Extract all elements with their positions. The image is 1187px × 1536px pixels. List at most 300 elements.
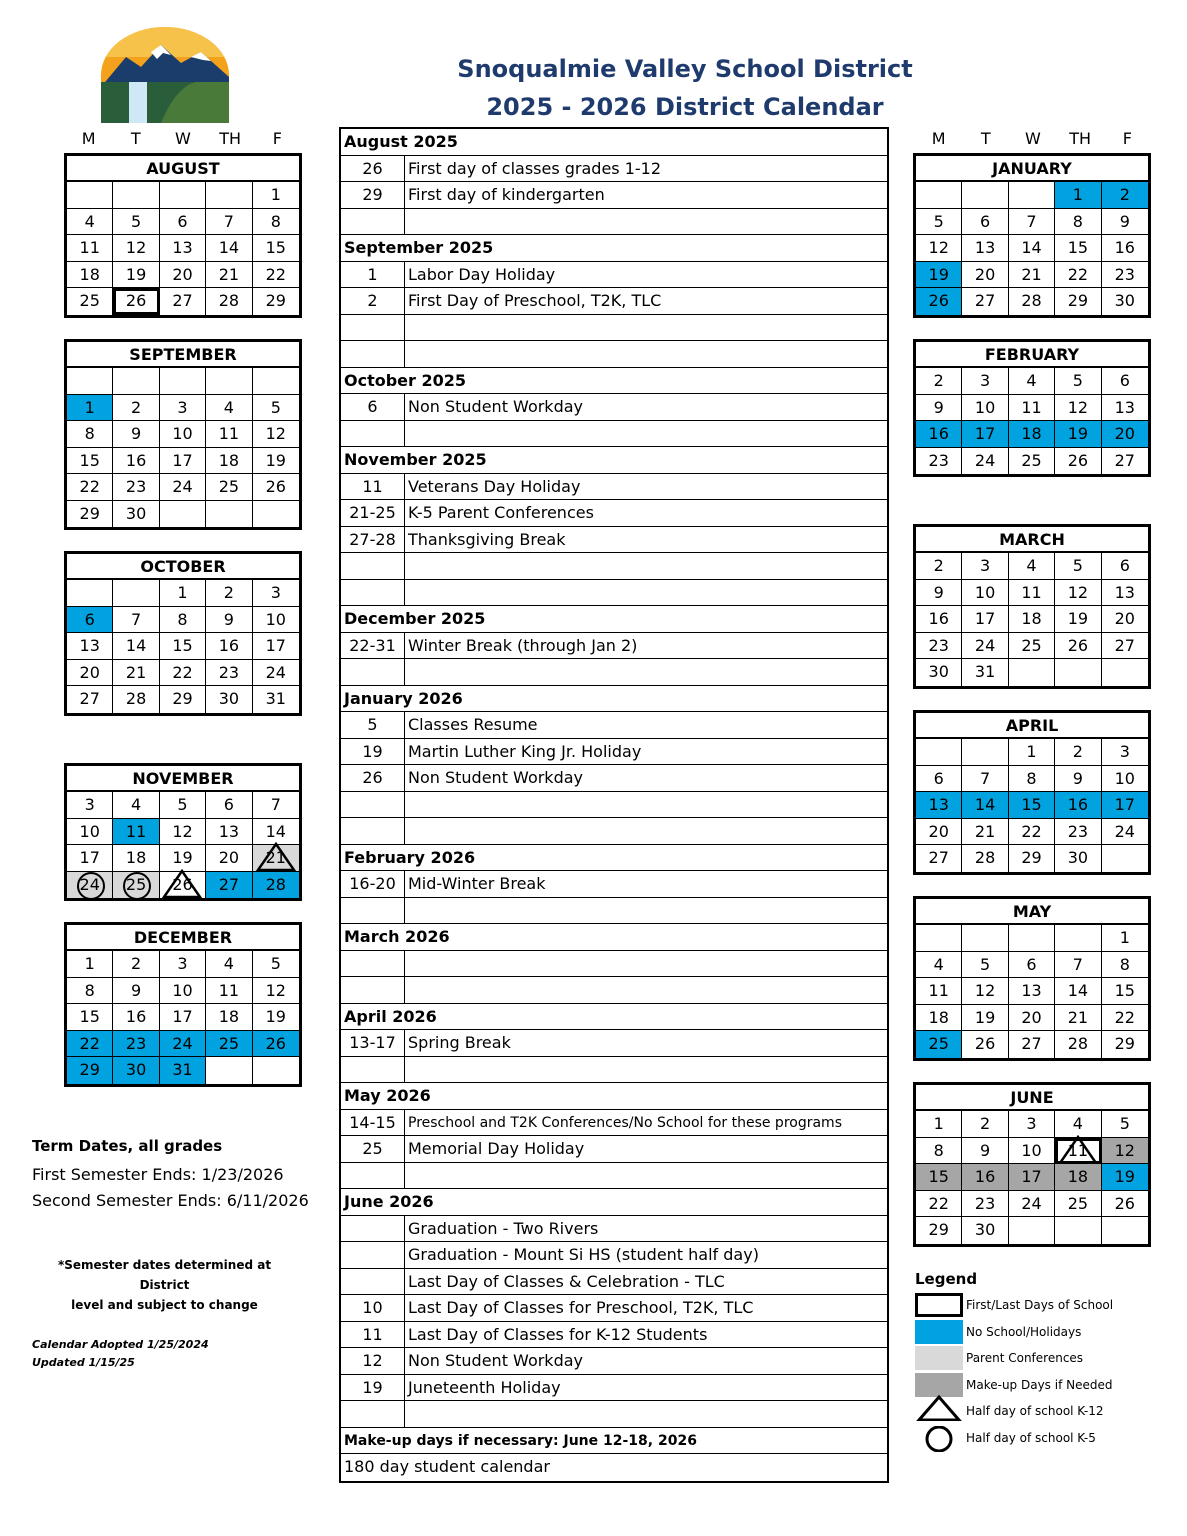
day-cell bbox=[160, 235, 206, 262]
day-cell bbox=[160, 368, 206, 395]
day-cell bbox=[160, 421, 206, 448]
day-number: 2 bbox=[980, 1114, 991, 1133]
day-cell bbox=[113, 1004, 159, 1031]
day-number: 16 bbox=[928, 609, 949, 628]
day-cell bbox=[916, 209, 962, 236]
event-date: 1 bbox=[341, 262, 405, 288]
day-cell bbox=[1009, 1138, 1055, 1165]
legend-no-school-label: No School/Holidays bbox=[966, 1324, 1082, 1339]
event-row bbox=[341, 474, 887, 501]
day-cell bbox=[1102, 395, 1148, 422]
day-number: 20 bbox=[974, 264, 996, 284]
event-date: 19 bbox=[341, 739, 405, 765]
day-cell bbox=[113, 368, 159, 395]
day-cell bbox=[1102, 1217, 1148, 1244]
day-cell bbox=[113, 448, 159, 475]
day-cell bbox=[962, 395, 1008, 422]
day-number: 6 bbox=[177, 211, 188, 231]
event-date: 19 bbox=[341, 1375, 405, 1401]
event-description bbox=[405, 421, 887, 447]
day-cell bbox=[160, 660, 206, 687]
day-cell bbox=[1009, 421, 1055, 448]
day-cell bbox=[1102, 262, 1148, 289]
day-cell bbox=[160, 686, 206, 713]
day-number: 11 bbox=[928, 981, 949, 1000]
day-number: 22 bbox=[1021, 821, 1042, 841]
day-number: 13 bbox=[79, 636, 100, 655]
day-cell bbox=[916, 845, 962, 872]
event-date: 26 bbox=[341, 765, 405, 791]
day-number: 7 bbox=[980, 768, 991, 788]
day-number: 6 bbox=[1119, 371, 1130, 390]
no-school-swatch bbox=[915, 1320, 963, 1344]
day-cell bbox=[113, 607, 159, 634]
day-cell bbox=[916, 448, 962, 475]
event-row bbox=[341, 182, 887, 209]
day-number: 30 bbox=[974, 1220, 996, 1239]
day-cell bbox=[962, 766, 1008, 793]
day-number: 25 bbox=[218, 477, 240, 496]
day-number: 21 bbox=[125, 662, 147, 682]
day-cell bbox=[916, 1164, 962, 1191]
event-row bbox=[341, 1057, 887, 1084]
day-cell bbox=[962, 1217, 1008, 1244]
day-number: 23 bbox=[1067, 821, 1089, 841]
legend-first-last-label: First/Last Days of School bbox=[966, 1298, 1114, 1313]
day-number: 29 bbox=[79, 1060, 100, 1079]
day-number: 18 bbox=[218, 1007, 240, 1026]
day-number: 6 bbox=[933, 768, 944, 788]
day-number: 7 bbox=[270, 795, 281, 814]
day-cell bbox=[67, 474, 113, 501]
event-description bbox=[405, 1163, 887, 1189]
event-date bbox=[341, 553, 405, 579]
day-cell bbox=[67, 660, 113, 687]
day-number: 3 bbox=[980, 556, 991, 575]
day-number: 25 bbox=[125, 874, 147, 894]
day-cell bbox=[1055, 421, 1101, 448]
event-date bbox=[341, 209, 405, 235]
day-number: 18 bbox=[218, 450, 240, 470]
day-cell bbox=[206, 182, 252, 209]
day-cell bbox=[916, 1217, 962, 1244]
event-description: Winter Break (through Jan 2) bbox=[408, 635, 638, 655]
legend bbox=[915, 1270, 1155, 1451]
day-cell bbox=[962, 553, 1008, 580]
month-calendar-january bbox=[913, 153, 1151, 318]
day-cell bbox=[67, 819, 113, 846]
day-number: 25 bbox=[1021, 635, 1042, 655]
day-number: 17 bbox=[974, 609, 996, 628]
day-cell bbox=[1009, 448, 1055, 475]
event-description: Veterans Day Holiday bbox=[408, 476, 581, 496]
day-cell bbox=[113, 395, 159, 422]
day-number: 13 bbox=[974, 238, 996, 257]
event-date bbox=[341, 1269, 405, 1295]
day-cell bbox=[962, 633, 1008, 660]
event-description bbox=[405, 341, 887, 367]
day-cell bbox=[1055, 606, 1101, 633]
legend-row-no-school bbox=[915, 1319, 1155, 1346]
day-number: 30 bbox=[218, 689, 240, 708]
event-date: 11 bbox=[341, 474, 405, 500]
day-cell bbox=[113, 501, 159, 528]
day-number: 26 bbox=[1067, 450, 1089, 470]
day-number: 20 bbox=[79, 662, 100, 682]
month-name: OCTOBER bbox=[67, 554, 299, 580]
day-cell bbox=[916, 1138, 962, 1165]
day-number: 4 bbox=[933, 954, 944, 974]
day-number: 22 bbox=[928, 1193, 949, 1213]
event-description: Martin Luther King Jr. Holiday bbox=[408, 741, 642, 761]
event-description bbox=[405, 977, 887, 1003]
day-cell bbox=[67, 368, 113, 395]
day-cell bbox=[1055, 1005, 1101, 1032]
day-cell bbox=[113, 819, 159, 846]
day-number: 16 bbox=[218, 636, 240, 655]
day-number: 20 bbox=[1114, 609, 1135, 628]
day-number: 22 bbox=[79, 1033, 100, 1053]
event-row bbox=[341, 262, 887, 289]
day-cell bbox=[916, 235, 962, 262]
day-cell bbox=[1102, 952, 1148, 979]
day-cell bbox=[1102, 792, 1148, 819]
day-number: 20 bbox=[928, 821, 949, 841]
day-cell bbox=[1009, 739, 1055, 766]
day-cell bbox=[206, 395, 252, 422]
day-cell bbox=[962, 448, 1008, 475]
day-cell bbox=[253, 235, 299, 262]
day-number: 30 bbox=[125, 1060, 147, 1079]
day-number: 20 bbox=[172, 264, 193, 284]
event-row bbox=[341, 792, 887, 819]
event-date bbox=[341, 898, 405, 924]
day-cell bbox=[1009, 1111, 1055, 1138]
day-cell bbox=[253, 474, 299, 501]
day-cell bbox=[1009, 1217, 1055, 1244]
day-number: 25 bbox=[1021, 450, 1042, 470]
day-number: 25 bbox=[1067, 1193, 1089, 1213]
day-number: 2 bbox=[131, 954, 142, 973]
day-cell bbox=[253, 633, 299, 660]
month-calendar-april bbox=[913, 710, 1151, 875]
month-calendar-november bbox=[64, 763, 302, 901]
day-number: 24 bbox=[172, 1033, 193, 1053]
day-cell bbox=[1009, 845, 1055, 872]
day-cell bbox=[1102, 925, 1148, 952]
day-number: 4 bbox=[1072, 1114, 1083, 1133]
day-cell bbox=[916, 659, 962, 686]
day-cell bbox=[962, 1111, 1008, 1138]
event-date bbox=[341, 818, 405, 844]
day-cell bbox=[160, 792, 206, 819]
day-cell bbox=[253, 1004, 299, 1031]
event-month-header bbox=[341, 686, 887, 713]
day-cell bbox=[962, 1138, 1008, 1165]
day-number: 9 bbox=[980, 1140, 991, 1160]
day-number: 13 bbox=[218, 821, 240, 841]
day-cell bbox=[67, 262, 113, 289]
day-cell bbox=[916, 952, 962, 979]
day-number: 15 bbox=[265, 238, 286, 257]
day-number: 5 bbox=[1072, 371, 1083, 390]
day-number: 29 bbox=[265, 291, 286, 310]
day-number: 18 bbox=[1067, 1167, 1089, 1186]
day-number: 30 bbox=[1114, 291, 1135, 310]
day-cell bbox=[206, 845, 252, 872]
day-number: 17 bbox=[265, 636, 286, 655]
day-cell bbox=[113, 1057, 159, 1084]
day-number: 17 bbox=[172, 450, 193, 470]
event-row bbox=[341, 1030, 887, 1057]
updated-date: Updated 1/15/25 bbox=[32, 1356, 135, 1369]
day-cell bbox=[962, 288, 1008, 315]
event-date bbox=[341, 977, 405, 1003]
event-description bbox=[405, 818, 887, 844]
day-number: 4 bbox=[131, 795, 142, 814]
day-cell bbox=[1102, 580, 1148, 607]
day-number: 28 bbox=[125, 689, 147, 708]
event-date: 27-28 bbox=[341, 527, 405, 553]
second-semester-end: Second Semester Ends: 6/11/2026 bbox=[32, 1191, 309, 1210]
day-number: 12 bbox=[172, 821, 193, 841]
event-description: Graduation - Mount Si HS (student half day) bbox=[408, 1245, 759, 1264]
day-cell bbox=[1055, 1191, 1101, 1218]
day-cell bbox=[1009, 766, 1055, 793]
day-number: 24 bbox=[265, 662, 286, 682]
day-number: 10 bbox=[1021, 1140, 1042, 1160]
day-cell bbox=[253, 501, 299, 528]
day-cell bbox=[962, 368, 1008, 395]
day-number: 29 bbox=[928, 1220, 949, 1239]
day-number: 21 bbox=[974, 821, 996, 841]
weekday-header-left bbox=[65, 129, 301, 148]
day-cell bbox=[1009, 659, 1055, 686]
day-cell bbox=[160, 1004, 206, 1031]
day-cell bbox=[253, 580, 299, 607]
day-number: 16 bbox=[1114, 238, 1135, 257]
day-number: 21 bbox=[218, 264, 240, 284]
day-number: 12 bbox=[125, 238, 147, 257]
day-cell bbox=[206, 448, 252, 475]
day-cell bbox=[1102, 1191, 1148, 1218]
month-name: AUGUST bbox=[67, 156, 299, 182]
event-row bbox=[341, 1322, 887, 1349]
day-cell bbox=[962, 952, 1008, 979]
event-date: 2 bbox=[341, 288, 405, 314]
day-cell bbox=[962, 235, 1008, 262]
event-month-header bbox=[341, 368, 887, 395]
event-date bbox=[341, 1401, 405, 1427]
day-number: 16 bbox=[974, 1167, 996, 1186]
day-number: 7 bbox=[131, 609, 142, 629]
day-number: 12 bbox=[1067, 582, 1089, 602]
page-title-calendar: 2025 - 2026 District Calendar bbox=[486, 93, 884, 121]
event-description: Last Day of Classes for K-12 Students bbox=[408, 1324, 708, 1344]
day-cell bbox=[1102, 368, 1148, 395]
day-cell bbox=[206, 209, 252, 236]
legend-half-k12-label: Half day of school K-12 bbox=[966, 1404, 1104, 1419]
day-cell bbox=[113, 182, 159, 209]
day-cell bbox=[1009, 368, 1055, 395]
day-number: 5 bbox=[131, 211, 142, 231]
event-date: 11 bbox=[341, 1322, 405, 1348]
day-number: 6 bbox=[84, 609, 95, 629]
day-cell bbox=[206, 474, 252, 501]
month-name: FEBRUARY bbox=[916, 342, 1148, 368]
day-number: 10 bbox=[974, 582, 996, 602]
day-number: 24 bbox=[172, 477, 193, 496]
day-cell bbox=[916, 925, 962, 952]
event-description bbox=[405, 898, 887, 924]
event-month-header bbox=[341, 447, 887, 474]
day-cell bbox=[253, 686, 299, 713]
day-number: 16 bbox=[125, 450, 147, 470]
day-cell bbox=[916, 262, 962, 289]
day-number: 6 bbox=[223, 795, 234, 814]
event-month-title: January 2026 bbox=[344, 688, 463, 708]
event-date bbox=[341, 792, 405, 818]
event-date: 5 bbox=[341, 712, 405, 738]
semester-note-line2: level and subject to change bbox=[71, 1298, 258, 1312]
day-cell bbox=[160, 633, 206, 660]
day-number: 8 bbox=[933, 1140, 944, 1160]
day-number: 7 bbox=[1026, 211, 1037, 231]
legend-row-half-k5 bbox=[915, 1425, 1155, 1452]
event-row bbox=[341, 739, 887, 766]
day-cell bbox=[1102, 288, 1148, 315]
day-number: 9 bbox=[1119, 211, 1130, 231]
event-row bbox=[341, 898, 887, 925]
day-cell bbox=[1055, 1138, 1101, 1165]
event-row bbox=[341, 951, 887, 978]
day-cell bbox=[962, 819, 1008, 846]
day-number: 15 bbox=[79, 450, 100, 470]
event-description: Graduation - Two Rivers bbox=[408, 1218, 599, 1238]
day-cell bbox=[113, 421, 159, 448]
semester-note bbox=[32, 1255, 297, 1315]
day-number: 11 bbox=[79, 238, 100, 257]
legend-half-k5-label: Half day of school K-5 bbox=[966, 1430, 1096, 1445]
day-cell bbox=[206, 819, 252, 846]
event-row bbox=[341, 156, 887, 183]
event-date: 13-17 bbox=[341, 1030, 405, 1056]
day-cell bbox=[1055, 766, 1101, 793]
event-row bbox=[341, 633, 887, 660]
month-name: JANUARY bbox=[916, 156, 1148, 182]
day-cell bbox=[67, 209, 113, 236]
day-number: 17 bbox=[172, 1007, 193, 1026]
event-month-title: September 2025 bbox=[344, 238, 494, 257]
event-row bbox=[341, 341, 887, 368]
day-cell bbox=[1102, 1138, 1148, 1165]
day-number: 19 bbox=[265, 1007, 286, 1026]
day-cell bbox=[1055, 792, 1101, 819]
day-cell bbox=[67, 792, 113, 819]
day-cell bbox=[67, 288, 113, 315]
event-description bbox=[405, 315, 887, 341]
day-cell bbox=[962, 606, 1008, 633]
day-number: 14 bbox=[1021, 238, 1042, 257]
event-row bbox=[341, 871, 887, 898]
day-number: 23 bbox=[1114, 264, 1135, 284]
day-number: 22 bbox=[1067, 264, 1089, 284]
day-cell bbox=[113, 474, 159, 501]
event-date bbox=[341, 951, 405, 977]
event-date bbox=[341, 315, 405, 341]
day-number: 15 bbox=[928, 1167, 949, 1186]
event-description: Memorial Day Holiday bbox=[408, 1139, 585, 1158]
day-cell bbox=[1055, 448, 1101, 475]
day-number: 16 bbox=[1067, 795, 1089, 814]
event-date bbox=[341, 421, 405, 447]
day-cell bbox=[962, 739, 1008, 766]
day-cell bbox=[916, 766, 962, 793]
day-cell bbox=[1009, 633, 1055, 660]
event-row bbox=[341, 553, 887, 580]
circle-icon bbox=[915, 1426, 963, 1450]
day-cell bbox=[1102, 978, 1148, 1005]
event-row bbox=[341, 1110, 887, 1137]
day-number: 22 bbox=[265, 264, 286, 284]
day-cell bbox=[160, 607, 206, 634]
legend-parent-conf-label: Parent Conferences bbox=[966, 1351, 1084, 1366]
event-date bbox=[341, 341, 405, 367]
day-number: 24 bbox=[1114, 821, 1135, 841]
day-cell bbox=[206, 872, 252, 899]
day-cell bbox=[1055, 1111, 1101, 1138]
event-description bbox=[405, 951, 887, 977]
day-number: 21 bbox=[1067, 1007, 1089, 1027]
month-calendar-february bbox=[913, 339, 1151, 477]
day-cell bbox=[916, 739, 962, 766]
day-cell bbox=[1055, 209, 1101, 236]
day-cell bbox=[962, 1005, 1008, 1032]
day-cell bbox=[253, 368, 299, 395]
day-cell bbox=[1102, 1031, 1148, 1058]
day-number: 29 bbox=[172, 689, 193, 708]
day-number: 26 bbox=[1114, 1193, 1135, 1213]
day-cell bbox=[916, 553, 962, 580]
day-cell bbox=[113, 845, 159, 872]
event-date: 25 bbox=[341, 1136, 405, 1162]
day-number: 9 bbox=[131, 424, 142, 443]
day-cell bbox=[1055, 262, 1101, 289]
day-cell bbox=[1055, 1217, 1101, 1244]
event-row bbox=[341, 1242, 887, 1269]
day-number: 1 bbox=[1026, 742, 1037, 761]
day-number: 17 bbox=[1114, 795, 1135, 814]
day-cell bbox=[1102, 739, 1148, 766]
event-date: 16-20 bbox=[341, 871, 405, 897]
semester-note-line1: *Semester dates determined at District bbox=[57, 1258, 272, 1292]
event-row bbox=[341, 209, 887, 236]
day-number: 27 bbox=[928, 848, 949, 867]
day-cell bbox=[1055, 659, 1101, 686]
parent-conference-swatch bbox=[915, 1346, 963, 1370]
day-number: 3 bbox=[1026, 1114, 1037, 1133]
day-cell bbox=[1009, 978, 1055, 1005]
day-number: 14 bbox=[125, 636, 147, 655]
event-description: Preschool and T2K Conferences/No School for these programs bbox=[408, 1114, 842, 1131]
day-cell bbox=[253, 421, 299, 448]
day-cell bbox=[253, 951, 299, 978]
day-number: 24 bbox=[974, 635, 996, 655]
event-row bbox=[341, 315, 887, 342]
day-number: 5 bbox=[270, 954, 281, 973]
day-number: 5 bbox=[177, 795, 188, 814]
day-cell bbox=[1009, 792, 1055, 819]
